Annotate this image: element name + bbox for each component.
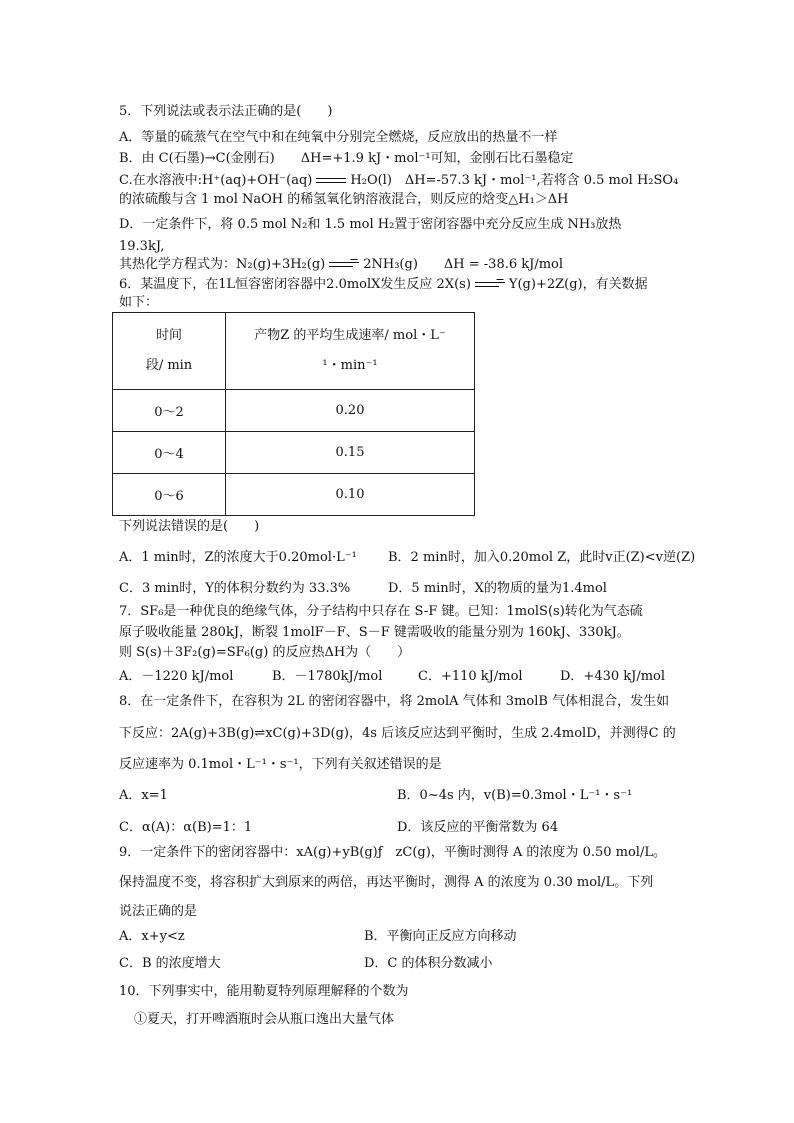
q7-option-b: B．－1780kJ/mol [272, 669, 383, 684]
q5-option-c-line2: 的浓硫酸与含 1 mol NaOH 的稀氢氧化钠溶液混合，则反应的焓变△H₁＞ΔH [119, 192, 569, 207]
q7-option-c: C．+110 kJ/mol [418, 669, 523, 684]
q9-stem-line3: 说法正确的是 [119, 904, 198, 919]
q7-stem-line1: 7．SF₆是一种优良的绝缘气体，分子结构中只存在 S-F 键。已知：1molS(s)转化为气态硫 [119, 604, 643, 619]
q9-stem-line1: 9．一定条件下的密闭容器中：xA(g)+yB(g)ƒ zC(g)，平衡时测得 A 的浓度为 0.50 mol/L。 [119, 845, 666, 860]
equilibrium-arrow-icon [475, 281, 505, 289]
q6-stem-line2: 如下： [119, 295, 159, 310]
q6-option-b: B．2 min时，加入0.20mol Z，此时v正(Z)<v逆(Z) [388, 550, 696, 565]
q9-option-d: D．C 的体积分数减小 [364, 956, 493, 971]
header-rate-line2: ¹・min⁻¹ [322, 358, 378, 373]
q7-stem-line3: 则 S(s)＋3F₂(g)=SF₆(g) 的反应热ΔH为（ ） [119, 645, 411, 660]
table-cell-rate: 0.20 [226, 390, 475, 432]
q7-stem-line2: 原子吸收能量 280kJ，断裂 1molF－F、S－F 键需吸收的能量分别为 160kJ、330kJ。 [119, 625, 630, 640]
q5-option-c-part1: C.在水溶液中:H⁺(aq)+OH⁻(aq) [119, 173, 313, 188]
table-cell-period: 0～6 [113, 474, 226, 516]
q5-equation-right: 2NH₃(g) ΔH = -38.6 kJ/mol [363, 257, 564, 272]
table-row [113, 474, 475, 516]
table-row [113, 432, 475, 474]
equilibrium-arrow-icon [329, 261, 359, 269]
q6-stem-line1 [119, 276, 648, 294]
q9-stem-line2: 保持温度不变，将容积扩大到原来的两倍，再达平衡时，测得 A 的浓度为 0.30 mol/L。下列 [119, 875, 654, 890]
table-header-period [113, 313, 226, 390]
q8-option-b: B．0~4s 内，v(B)=0.3mol・L⁻¹・s⁻¹ [397, 788, 633, 803]
table-cell-period: 0～2 [113, 390, 226, 432]
q7-option-a: A．－1220 kJ/mol [119, 669, 234, 684]
q7-option-d: D．+430 kJ/mol [560, 669, 666, 684]
q8-stem-line2: 下反应：2A(g)+3B(g)⇌xC(g)+3D(g)，4s 后该反应达到平衡时，生成 2.4molD，并测得C 的 [119, 726, 676, 741]
header-period-line1: 时间 [155, 328, 182, 343]
header-rate-line1: 产物Z 的平均生成速率/ mol・L⁻ [254, 328, 446, 343]
q5-option-b: B．由 C(石墨)→C(金刚石) ΔH=+1.9 kJ・mol⁻¹可知，金刚石比石墨稳定 [119, 151, 574, 166]
q5-option-c-part2: H₂O(l) ΔH=-57.3 kJ・mol⁻¹,若将含 0.5 mol H₂SO₄ [350, 173, 679, 188]
q8-option-a: A．x=1 [119, 788, 168, 803]
q5-option-c-line1 [119, 172, 678, 190]
equals-arrow-icon [316, 177, 346, 185]
q8-stem-line1: 8．在一定条件下，在容积为 2L 的密闭容器中，将 2molA 气体和 3molB 气体相混合，发生如 [119, 694, 670, 709]
q6-option-c: C．3 min时，Y的体积分数约为 33.3% [119, 581, 351, 596]
table-header-rate [226, 313, 475, 390]
q6-data-table [112, 312, 475, 516]
table-header-row [113, 313, 475, 390]
table-cell-period: 0～4 [113, 432, 226, 474]
table-row [113, 390, 475, 432]
q5-option-d-line1: D．一定条件下，将 0.5 mol N₂和 1.5 mol H₂置于密闭容器中充分反应生成 NH₃放热 [119, 217, 622, 232]
q9-option-a: A．x+y<z [119, 929, 185, 944]
q5-option-a: A．等量的硫蒸气在空气中和在纯氧中分别完全燃烧，反应放出的热量不一样 [119, 130, 558, 145]
q9-option-b: B．平衡向正反应方向移动 [364, 929, 517, 944]
q5-option-d-line3 [119, 256, 563, 274]
q6-stem-line3: 下列说法错误的是( ) [119, 519, 260, 534]
q5-stem: 5．下列说法或表示法正确的是( ) [119, 104, 333, 119]
header-period-line2: 段/ min [145, 358, 193, 373]
q8-option-d: D．该反应的平衡常数为 64 [397, 820, 559, 835]
q5-option-d-line2: 19.3kJ, [119, 239, 165, 254]
q9-option-c: C．B 的浓度增大 [119, 956, 221, 971]
q10-item-1: ①夏天，打开啤酒瓶时会从瓶口逸出大量气体 [134, 1012, 395, 1027]
q6-option-a: A．1 min时，Z的浓度大于0.20mol·L⁻¹ [119, 550, 357, 565]
table-cell-rate: 0.15 [226, 432, 475, 474]
q10-stem: 10．下列事实中，能用勒夏特列原理解释的个数为 [119, 984, 409, 999]
q8-stem-line3: 反应速率为 0.1mol・L⁻¹・s⁻¹，下列有关叙述错误的是 [119, 757, 442, 772]
q6-stem-part1: 6．某温度下，在1L恒容密闭容器中2.0molX发生反应 2X(s) [119, 277, 471, 292]
q5-equation-left: 其热化学方程式为：N₂(g)+3H₂(g) [119, 257, 326, 272]
q8-option-c: C．α(A)：α(B)=1：1 [119, 820, 253, 835]
q6-stem-part2: Y(g)+2Z(g)，有关数据 [508, 277, 648, 292]
table-cell-rate: 0.10 [226, 474, 475, 516]
q6-option-d: D．5 min时，X的物质的量为1.4mol [388, 581, 607, 596]
